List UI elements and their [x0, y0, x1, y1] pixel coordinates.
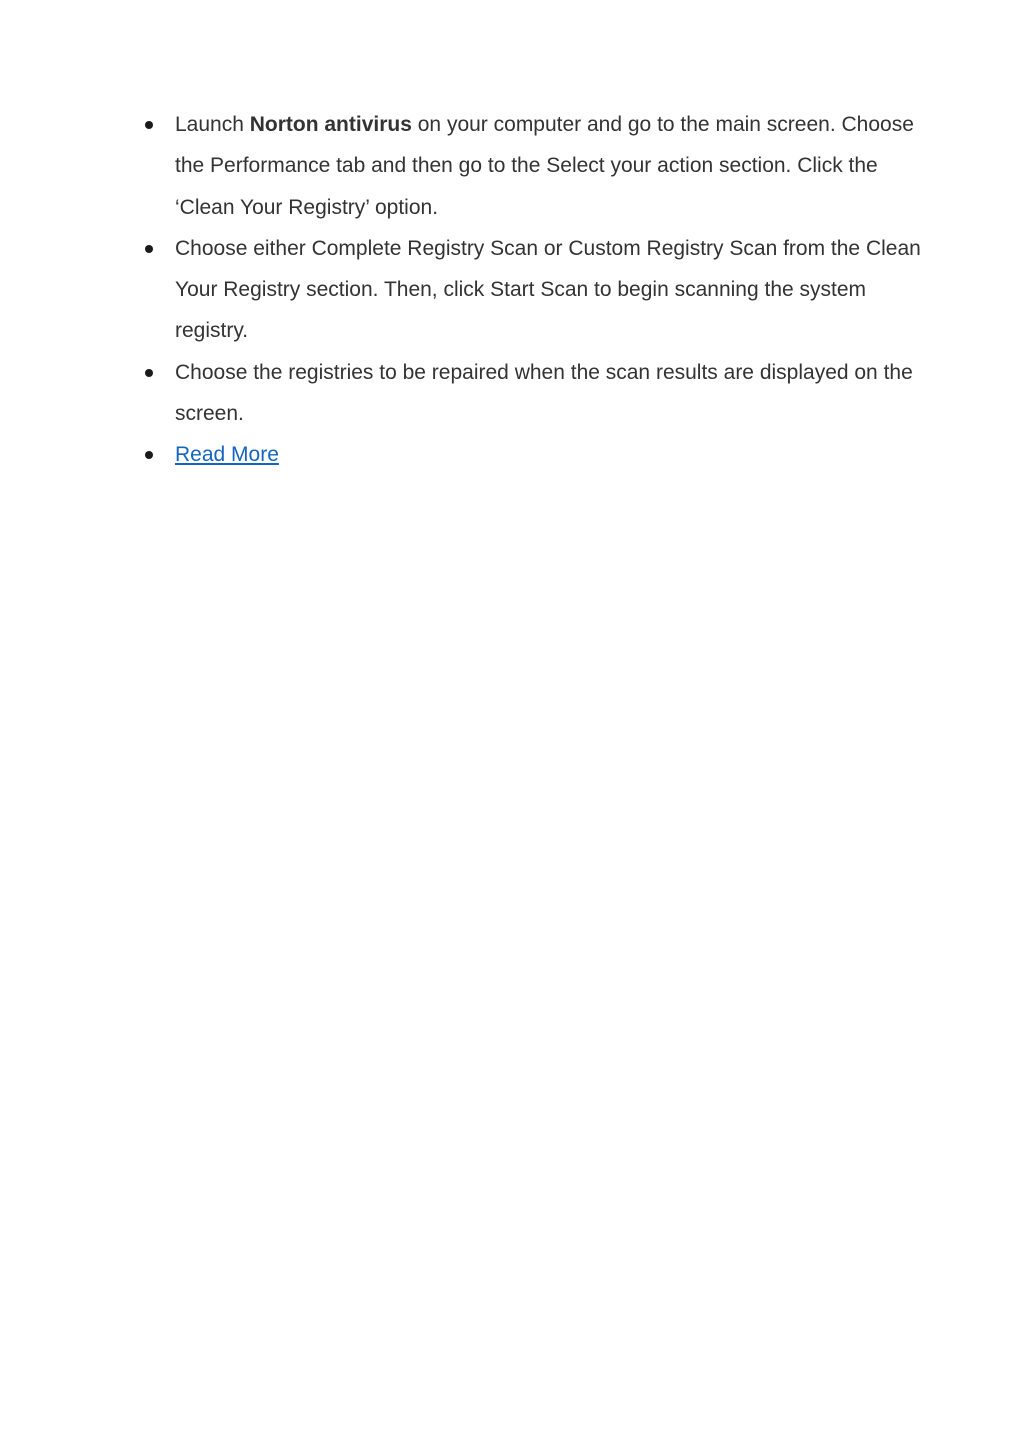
- bullet-icon: [145, 369, 153, 377]
- bullet-icon: [145, 451, 153, 459]
- product-name: Norton antivirus: [249, 113, 412, 136]
- item-text: Choose the registries to be repaired when the scan results are displayed on the screen.: [175, 360, 913, 426]
- bullet-icon: [145, 245, 153, 253]
- list-item: [143, 352, 943, 435]
- list-item: [143, 104, 943, 228]
- instruction-list: [143, 104, 943, 476]
- item-text-suffix: on your computer and go to the main screen. Choose the Performance tab and then go to the Select your action section. Click the ‘Clean Your Registry’ option.: [175, 113, 914, 219]
- item-text: Choose either Complete Registry Scan or Custom Registry Scan from the Clean Your Registry section. Then, click Start Scan to begin scanning the system registry.: [175, 236, 921, 343]
- list-item: [143, 434, 943, 475]
- item-text-prefix: Launch: [175, 113, 250, 136]
- bullet-icon: [145, 121, 153, 129]
- read-more-link[interactable]: Read More: [175, 443, 279, 467]
- list-item: [143, 228, 943, 352]
